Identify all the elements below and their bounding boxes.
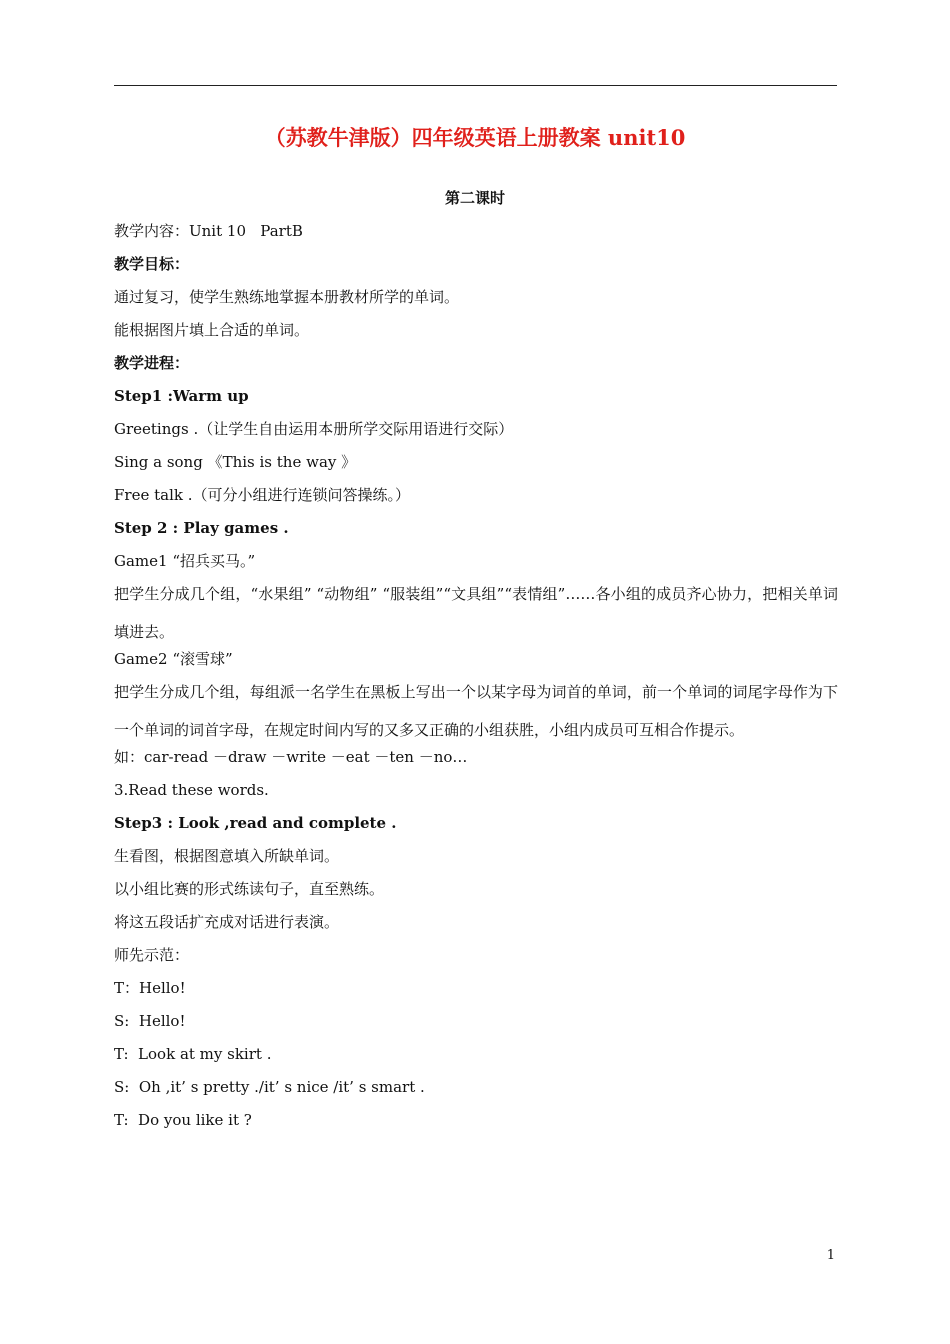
word-chain-example: 如：car-read －draw －write －eat －ten －no… <box>114 748 468 766</box>
greetings-line: Greetings .（让学生自由运用本册所学交际用语进行交际） <box>114 420 514 438</box>
teacher-demo-line: 师先示范： <box>114 946 190 964</box>
teaching-content-line: 教学内容：Unit 10 PartB <box>114 222 303 240</box>
game1-description: 把学生分成几个组，“水果组” “动物组” “服装组”“文具组”“表情组”……各小组的成员齐心协力，把相关单词填进去。 <box>114 585 838 641</box>
lesson-heading: 第二课时 <box>444 189 505 207</box>
game2-description: 把学生分成几个组，每组派一名学生在黑板上写出一个以某字母为词首的单词，前一个单词的词尾字母作为下一个单词的词首字母，在规定时间内写的又多又正确的小组获胜，小组内成员可互相合作提示。 <box>114 683 838 739</box>
song-line: Sing a song 《This is the way 》 <box>114 453 357 471</box>
dialogue-line-3: T: Look at my skirt . <box>114 1045 272 1063</box>
document-body <box>114 220 838 1142</box>
step3-line-1: 生看图，根据图意填入所缺单词。 <box>114 847 340 865</box>
read-words-line: 3.Read these words. <box>114 781 269 799</box>
teaching-goals-heading: 教学目标： <box>114 255 190 273</box>
game1-title: Game1 “招兵买马。” <box>114 552 256 570</box>
goal-line-2: 能根据图片填上合适的单词。 <box>114 321 310 339</box>
step3-heading: Step3 : Look ,read and complete . <box>114 814 397 832</box>
goal-line-1: 通过复习，使学生熟练地掌握本册教材所学的单词。 <box>114 288 460 306</box>
step1-heading: Step1 :Warm up <box>114 387 249 405</box>
dialogue-line-2: S: Hello! <box>114 1012 186 1030</box>
step3-line-3: 将这五段话扩充成对话进行表演。 <box>114 913 340 931</box>
page-number: 1 <box>826 1248 835 1263</box>
teaching-process-heading: 教学进程： <box>114 354 190 372</box>
game2-title: Game2 “滚雪球” <box>114 650 233 668</box>
step2-heading: Step 2 : Play games . <box>114 519 289 537</box>
dialogue-line-1: T：Hello! <box>114 979 186 997</box>
free-talk-line: Free talk .（可分小组进行连锁问答操练。） <box>114 486 410 504</box>
dialogue-line-5: T: Do you like it ? <box>114 1111 252 1129</box>
step3-line-2: 以小组比赛的形式练读句子，直至熟练。 <box>114 880 385 898</box>
document-title: （苏教牛津版）四年级英语上册教案 unit10 <box>264 125 686 150</box>
dialogue-line-4: S: Oh ,it’ s pretty ./it’ s nice /it’ s smart . <box>114 1078 425 1096</box>
header-rule <box>114 85 837 86</box>
